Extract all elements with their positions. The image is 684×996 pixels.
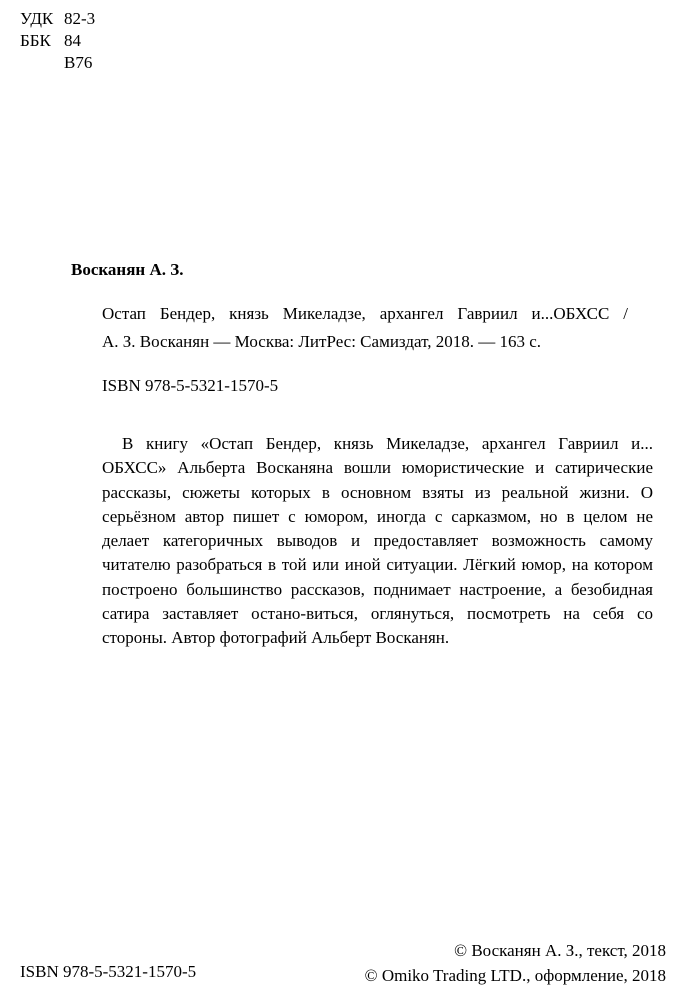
author-heading: Восканян А. З.: [71, 260, 184, 279]
bibliographic-publisher-line: А. З. Восканян — Москва: ЛитРес: Самиздат, 2018. — 163 с.: [102, 332, 542, 351]
classification-value: В76: [64, 53, 93, 72]
classification-value: 84: [64, 31, 81, 50]
classification-row-udk: [20, 8, 95, 30]
bibliographic-title-line: Остап Бендер, князь Микеладзе, архангел Гавриил и...ОБХСС /: [102, 304, 628, 323]
classification-code: УДК: [20, 9, 54, 28]
classification-value: 82-3: [64, 9, 96, 28]
classification-row-author-mark: [20, 52, 95, 74]
copyright-text: © Восканян А. З., текст, 2018: [454, 941, 666, 960]
footer-isbn: ISBN 978-5-5321-1570-5: [20, 962, 197, 981]
classification-block: [20, 8, 95, 74]
annotation-paragraph: В книгу «Остап Бендер, князь Микеладзе, архангел Гавриил и... ОБХСС» Альберта Восканяна вошли юмористические и сатирические рассказы, сюжеты которых в основном взяты из реальной жизни. О серьёзном автор пишет с юмором, иногда с сарказмом, но в целом не делает категоричных выводов и предоставляет возможность самому читателю разобраться в той или иной ситуации. Лёгкий юмор, на котором построено большинство рассказов, поднимает настроение, а безобидная сатира заставляет остано-виться, оглянуться, посмотреть на себя со стороны. Автор фотографий Альберт Восканян.: [102, 434, 653, 648]
classification-code: ББК: [20, 31, 51, 50]
classification-code: [20, 52, 64, 74]
bibliographic-description: [102, 300, 628, 356]
copyright-design: © Omiko Trading LTD., оформление, 2018: [364, 966, 666, 985]
classification-row-bbk: [20, 30, 95, 52]
copyright-block: [365, 938, 666, 988]
isbn: ISBN 978-5-5321-1570-5: [102, 376, 279, 395]
